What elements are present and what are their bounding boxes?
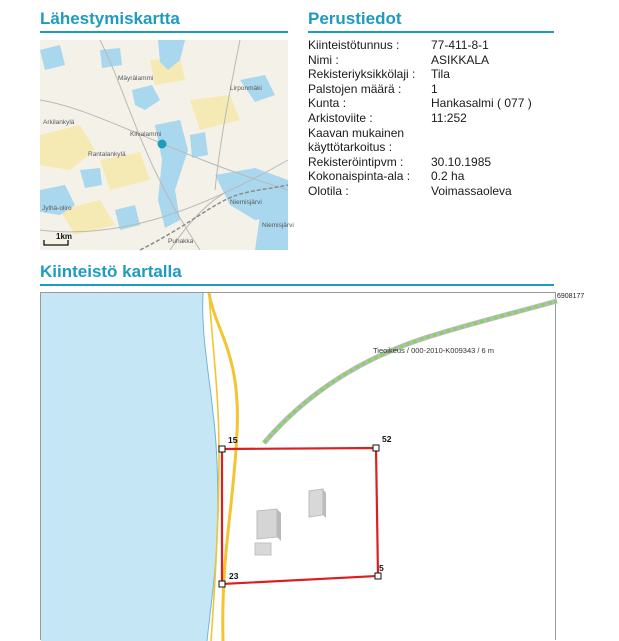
- info-row: [308, 96, 558, 111]
- info-row-value: Voimassaoleva: [431, 183, 512, 198]
- info-row: [308, 82, 558, 97]
- basic-info-title: Perustiedot: [308, 9, 402, 28]
- map-coordinate-label: 6908177: [557, 293, 585, 300]
- easement-label: Tieoikeus / 000-2010-K009343 / 6 m: [373, 346, 495, 355]
- boundary-point-marker: [219, 581, 225, 587]
- info-row: [308, 38, 558, 53]
- scale-bar-label: 1km: [56, 232, 73, 241]
- boundary-point-label: 5: [379, 563, 384, 573]
- info-row-label: Nimi :: [308, 52, 339, 67]
- overview-title-rule: [40, 31, 288, 33]
- place-label: Rantalankylä: [88, 151, 126, 158]
- property-boundary: [222, 448, 378, 584]
- place-label: Niemisjärvi: [262, 222, 294, 229]
- info-row: [308, 67, 558, 82]
- parcel-map-title: Kiinteistö kartalla: [40, 262, 182, 281]
- place-label: Jylhä-oliro: [42, 205, 72, 212]
- place-label: Puhakka: [168, 238, 194, 245]
- info-row-label: Kiinteistötunnus :: [308, 38, 400, 52]
- info-row-value: 30.10.1985: [431, 154, 492, 169]
- info-row-label: Olotila :: [308, 183, 349, 198]
- info-row-value: [431, 126, 558, 141]
- info-row-value: 11:252: [431, 110, 467, 125]
- overview-map-title: Lähestymiskartta: [40, 9, 180, 28]
- place-label: Niemisjärvi: [230, 199, 262, 206]
- info-row-label: Palstojen määrä :: [308, 81, 402, 96]
- info-row-value: Hankasalmi ( 077 ): [431, 96, 532, 111]
- boundary-point-label: 15: [228, 435, 238, 445]
- info-row-value: 1: [431, 81, 438, 96]
- info-row: [308, 111, 558, 126]
- info-row-value: Tila: [431, 67, 450, 82]
- info-row-label: Kunta :: [308, 96, 347, 111]
- lake-area: [41, 293, 218, 641]
- info-row-value: 77-411-8-1: [431, 38, 489, 52]
- property-location-marker: [158, 140, 167, 149]
- buildings: [255, 489, 326, 555]
- overview-map[interactable]: [40, 40, 294, 250]
- info-row: [308, 155, 558, 170]
- boundary-point-label: 52: [382, 434, 392, 444]
- info-row: [308, 184, 558, 199]
- parcel-map-title-rule: [40, 284, 554, 286]
- boundary-point-marker: [375, 573, 381, 579]
- info-row: [308, 126, 558, 141]
- boundary-point-marker: [219, 446, 225, 452]
- place-label: Mäyrälammi: [118, 75, 154, 82]
- boundary-point-marker: [373, 445, 379, 451]
- info-row-label: Rekisteriyksikkölaji :: [308, 67, 416, 82]
- info-row-value: 0.2 ha: [431, 169, 465, 184]
- place-label: Arkilankylä: [43, 119, 75, 126]
- info-row: [308, 169, 558, 184]
- info-row-value: [431, 140, 558, 155]
- info-row: [308, 53, 558, 68]
- easement-road: [264, 301, 557, 443]
- info-row-label: Kaavan mukainen: [308, 125, 405, 140]
- boundary-markers: [219, 445, 381, 587]
- easement-road-casing: [264, 301, 557, 443]
- info-row-value: ASIKKALA: [431, 52, 490, 67]
- info-row-label: Kokonaispinta-ala :: [308, 169, 411, 184]
- place-label: Kilvalammi: [130, 131, 162, 138]
- basic-info-title-rule: [308, 31, 554, 33]
- info-row-label: Rekisteröintipvm :: [308, 154, 404, 169]
- info-row-label: Arkistoviite :: [308, 110, 373, 125]
- basic-info-table: [308, 38, 558, 199]
- place-label: Lirponmäki: [230, 85, 262, 92]
- boundary-point-label: 23: [229, 571, 239, 581]
- parcel-map[interactable]: [40, 292, 556, 640]
- info-row-label: käyttötarkoitus :: [308, 140, 393, 155]
- info-row: [308, 140, 558, 155]
